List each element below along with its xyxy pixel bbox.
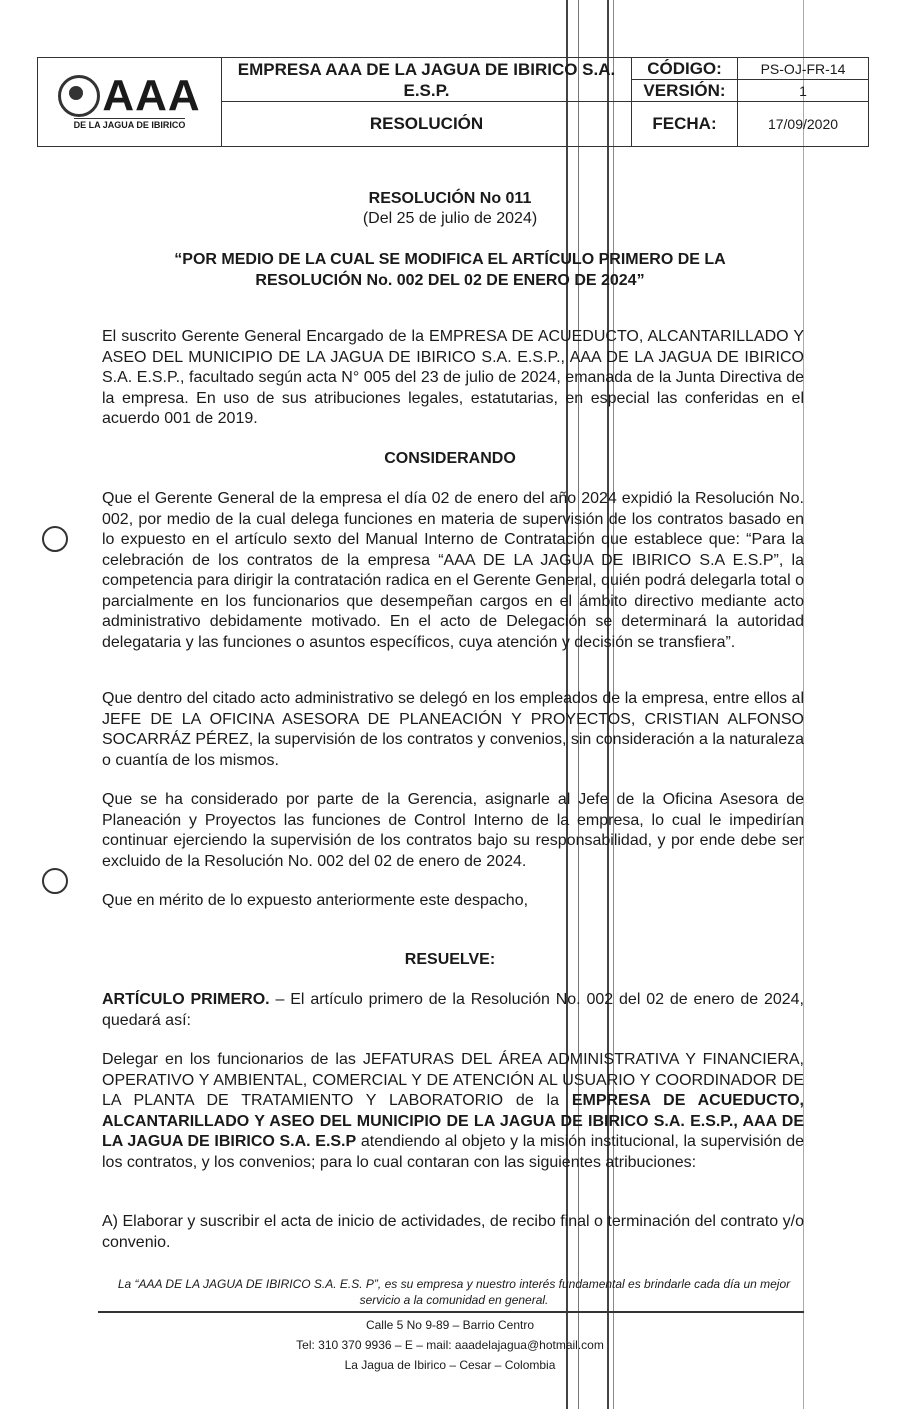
footer-address: Calle 5 No 9-89 – Barrio Centro: [365, 1318, 535, 1332]
delegar-paragraph: [102, 1050, 804, 1173]
punch-hole: [42, 526, 68, 552]
footer-phone-email: Tel: 310 370 9936 – E – mail: aaadelajagua@hotmail.com: [296, 1338, 604, 1352]
codigo-label: CÓDIGO:: [632, 58, 738, 80]
resolution-number: RESOLUCIÓN No 011: [368, 190, 532, 207]
articulo-label: ARTÍCULO PRIMERO.: [102, 991, 270, 1008]
considerando-heading: CONSIDERANDO: [384, 450, 516, 467]
subject-line2: RESOLUCIÓN No. 002 DEL 02 DE ENERO DE 2024”: [255, 272, 645, 289]
slogan-line2: servicio a la comunidad en general.: [359, 1293, 549, 1307]
delegar-company: EMPRESA DE ACUEDUCTO, ALCANTARILLADO Y ASEO DEL MUNICIPIO DE LA JAGUA DE IBIRICO S.A. E.S.P., AAA DE LA JAGUA DE IBIRICO S.A. E.S.P: [102, 1092, 804, 1150]
fecha-label: FECHA:: [632, 102, 738, 146]
footer-city: La Jagua de Ibirico – Cesar – Colombia: [344, 1358, 556, 1372]
slogan-line1: La “AAA DE LA JAGUA DE IBIRICO S.A. E.S. P”, es su empresa y nuestro interés fundamental es brindarle cada día un mejor: [117, 1277, 791, 1291]
item-a: A) Elaborar y suscribir el acta de inicio de actividades, de recibo final o terminación del contrato y/o convenio.: [102, 1213, 804, 1251]
subject-line1: “POR MEDIO DE LA CUAL SE MODIFICA EL ARTÍCULO PRIMERO DE LA: [174, 251, 726, 268]
company-name-line2: E.S.P.: [403, 80, 450, 100]
considerando-paragraph-2: Que dentro del citado acto administrativo se delegó en los empleados de la empresa, entre ellos al JEFE DE LA OFICINA ASESORA DE PLANEACIÓN Y PROYECTOS, CRISTIAN ALFONSO SOCARRÁZ PÉREZ, la supervisión de los contratos y convenios, sin consideración a la naturaleza o cuantía de los mismos.: [102, 690, 804, 769]
footer-divider: [98, 1311, 804, 1313]
logo-subtitle: DE LA JAGUA DE IBIRICO: [73, 119, 186, 130]
company-name-line1: EMPRESA AAA DE LA JAGUA DE IBIRICO S.A.: [237, 59, 616, 79]
articulo-primero: [102, 990, 804, 1031]
considerando-paragraph-1: Que el Gerente General de la empresa el día 02 de enero del año 2024 expidió la Resolución No. 002, por medio de la cual delega funciones en materia de supervisión de los contratos basado en lo expuesto en el artículo sexto del Manual Interno de Contratación que establece que: “Para la celebración de los contratos de la empresa “AAA DE LA JAGUA DE IBIRICO S.A E.S.P”, la competencia para dirigir la contratación radica en el Gerente General, quién podrá delegarla total o parcialmente en los funcionarios que desempeñan cargos en el ámbito directivo mediante acto administrativo debidamente motivado. En el acto de Delegación se determinará la autoridad delegataria y las funciones o asuntos específicos, cuya atención y decisión se transfiera”.: [102, 490, 804, 651]
considerando-paragraph-4: Que en mérito de lo expuesto anteriormente este despacho,: [102, 892, 529, 909]
fecha-value: 17/09/2020: [767, 116, 839, 132]
delegar-text-2: atendiendo al objeto y la misión institucional, la supervisión de los contratos, y los convenios; para lo cual contaran con las siguientes atribuciones:: [102, 1133, 804, 1171]
version-value: 1: [738, 80, 868, 102]
delegar-text-1: Delegar en los funcionarios de las JEFATURAS DEL ÁREA ADMINISTRATIVA Y FINANCIERA, OPERATIVO Y AMBIENTAL, COMERCIAL Y DE ATENCIÓN AL USUARIO Y COORDINADOR DE LA PLANTA DE TRATAMIENTO Y LABORATORIO de la: [102, 1051, 804, 1109]
resolution-subject: [100, 249, 800, 291]
articulo-text: – El artículo primero de la Resolución No. 002 del 02 de enero de 2024, quedará así:: [102, 991, 805, 1029]
version-label: VERSIÓN:: [632, 80, 738, 102]
intro-paragraph: El suscrito Gerente General Encargado de la EMPRESA DE ACUEDUCTO, ALCANTARILLADO Y ASEO DEL MUNICIPIO DE LA JAGUA DE IBIRICO S.A. E.S.P., AAA DE LA JAGUA DE IBIRICO S.A. E.S.P., facultado según acta N° 005 del 23 de julio de 2024, emanada de la Junta Directiva de la empresa. En uso de sus atribuciones legales, estatutarias, en especial las conferidas en el acuerdo 001 de 2019.: [102, 328, 804, 427]
footer-contact: [240, 1315, 660, 1375]
company-name: [222, 58, 632, 102]
footer-slogan: [98, 1276, 810, 1308]
logo-mark-text: AAA: [102, 70, 201, 120]
company-logo: [38, 58, 222, 146]
resolution-date: (Del 25 de julio de 2024): [362, 210, 538, 227]
resuelve-heading: RESUELVE:: [404, 951, 496, 968]
considerando-paragraph-3: Que se ha considerado por parte de la Gerencia, asignarle al Jefe de la Oficina Asesora de Planeación y Proyectos las funciones de Control Interno de la empresa, lo cual le impedirían continuar ejerciendo la supervisión de los contratos bajo su responsabilidad, y por ende debe ser excluido de la Resolución No. 002 del 02 de enero de 2024.: [102, 791, 804, 870]
document-header: [37, 57, 869, 147]
document-type: RESOLUCIÓN: [222, 102, 632, 146]
codigo-value: PS-OJ-FR-14: [738, 58, 868, 80]
water-drop-icon: [58, 75, 100, 117]
punch-hole: [42, 868, 68, 894]
